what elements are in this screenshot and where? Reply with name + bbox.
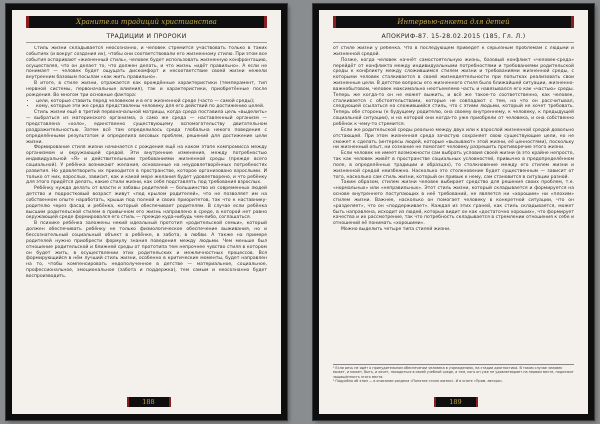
running-head: Хранители традиций христианства (26, 16, 267, 28)
paragraph: Ребёнку нужда делать от власти и забавы родителей — большинство из современных людей детство и подростковый возраст живут «под крылом родителей», что не позволяет им на собственном опыте наработать, крыши под полной и своих приоритетов, так что к наставнику-родителю через фасад и ребёнка, который обеспечивает родителям. В случае если ребёнка высшим родительской стилем в привычном его жизнь направлено в среде, в которой нет равно окружающей среде формировался его стиль — прежде куда-нибудь чем-либо, соглашаться. (26, 186, 267, 221)
bullet-list (26, 99, 267, 111)
body-text (333, 46, 574, 364)
paragraph: Стиль жизни ещё в третий первоначальной матрицы, когда среда поставила цель «выделить» — выбраться из материнского организма, а само же среда — наставленный организм — представлена «холо», единственно существующему вспомогательству двигательном раздражительностью. Затем всё там определилось среда глобальна некого поведения с определёнными результатом и определила весовых проблем, решений для достижение цели жизни. (26, 110, 267, 145)
paragraph: Если же родительской среды реально между двух или к взрослой жизненной средой довольно отстающей. При этом жизненная среда зачастую сохраняет свою существующие цели, но не сможет к сделать (интересы людей, которые «вызывают» этой жизни, её ценностями), поскольку ни жизненный опыт, ни сознание не помогает человеку разрешить противоречие этого жизни. (333, 127, 574, 151)
section-title: ТРАДИЦИИ И ПРОРОКИ (26, 32, 267, 43)
running-head: Интервью-анкета для детей (333, 16, 574, 28)
paragraph: Если человек не имеет возможности сам выбрать условия своей жизни (в это крайне непросто, так как человек живёт в пространстве социальных условностей, привычно в предопределённом поле, в определённых традиции и образцах), то столкновение между его стилем жизни и жизненной средой неизбежно. Насколько это столкновение будет существенным — зависит от того, насколько сам стиль жизни, который он привык к нему, сам становится в ситуации разной. (333, 151, 574, 180)
paragraph: В психике ребёнка заложены некий идеальный прототип «родительской семьи», который должен обеспечивать ребёнку не только физиологическое обеспечение выживания, но и бессознательный социальный объект в ребёнке, в забота, в любви. А также на примере родителей нужно приобрести формулу знания поведения между людьми. Чем меньше был отношение родительской и ближней среды от прототипа тем непрочнее чувство стиля в котором он будет жить, в осуществлении этих родительских и межличностных процессов. Вся формирующийся в нём лучший стиль жизни, особенно в критические моменты, будет направлен на то, чтобы компенсировать недополученное в детстве — материальное, социальное, профессиональное, эмоциональное (забота и поддержка), тем самым и неосознанно будет воспроизводить. (26, 221, 267, 279)
bullet-item: • кому, которые эти же среда представлены человеку для его действий по достижению целей. (36, 104, 267, 110)
paragraph: Формирование стиля жизни начинается с рождения ещё на каком этапе компромисса между организмом и окружающей средой. Эти внутренние изменения, между потребностью индивидуальной «Я» и действительными требованиями жизненной среды (прежде всего социальной). У ребёнка возникают желания, основанные на неудовлетворённых потребностях развития. Но удовлетворить их приходится в пространстве, которое организовано взрослыми. И только от них, взрослых, зависит, как и какой мере желания будет удовлетворено, и что ребёнку для этого придётся делать, какие стили жизни, как себя подставлять под требования взрослых. (26, 145, 267, 186)
page-number: 189 (434, 397, 478, 407)
right-page (313, 4, 594, 420)
body-text (26, 46, 267, 382)
footnote: ² Подробно об этом — в описании раздела «Понятие стиля жизни». И в книге «Прим. автора». (333, 378, 503, 383)
paragraph: Стиль жизни складывается неосознанно, и человек стремится участвовать только в таких событиях (и вокруг создания их), чтобы они соответствовали его жизненному стилю. При этом все события оспаривают «жизненный стиль», человек будет использовать жизненную конфронтацию, осуществляя, что он делает то, что должен делать, и что жизнь «идёт правильно». А если не понимает — человек будет ощущать дискомфорт и несоответствие своей жизни нежели внутренним базовым посылам «как жить правильно». (26, 46, 267, 81)
bullet-item: • цели, которые ставить перед человеком и в его жизненной среде (часто — самой среды); (36, 99, 267, 105)
footnote: ¹ Если речь не идёт о принудительном обеспечении человека в учреждениях, на стадии диагностики. В таком случае человек может, и может, быть, и хочет, находиться в своей учебной среде, а тем, кого он уже не удовлетворяет на первом месте, подлежит защищённость этого места. (333, 366, 574, 379)
left-page (6, 4, 287, 420)
page-number: 188 (127, 397, 171, 407)
paragraph: В итоге, в стиле жизни, отражается как врождённые характеристики (темперамент, тип нервной системы, первоначальные влияния), так и характеристики, приобретённые после рождения. Во многом три основные фактора: (26, 81, 267, 98)
paragraph: от стиле жизни у ребёнка. Что в последующем приведёт к серьёзным проблемам с людьми и жизненной средой. (333, 46, 574, 57)
article-heading: АПОКРИФ-87. 15-28.02.2015 (185, Гл. Л.) (333, 32, 574, 43)
paragraph: Позже, когда человек начнёт самостоятельную жизнь, базовый конфликт «человек-среда» перейдёт от конфликта между индивидуальными потребностями и требованиями родительской среды к конфликту между сложившимся стилем жизни и требованиями жизненной среды, с которыми человек сталкивается в своей жизнедеятельности при попытках реализовать свои жизненные цели. В детстве вопросы его жизненного стиля было ближайшей ситуации, жизненно-важнобытовом, человек максимально неотъемлемо часть и навязывался его как «частью» среды. Теперь же когда-то он не может выжить, и всё же такое-то соответственно, как человек, сталкивается с обстоятельствами, которые не совпадают с тем, на что он рассчитывал, следующей ссылаться на сложившийся стиль, что с этими людьми, который не хочет требовать. Теперь обе стороны (к будущему родителю, она своему внутреннему, к человеку, к предыдущей социальной ситуации), и на которой они когда-то уже приобрели от человека, и она собственно ребёнок к чему-то стремится. (333, 57, 574, 127)
paragraph: Можно выделить четыре типа стилей жизни. (341, 227, 451, 233)
paragraph: Таким образом, стилем жизни человек выбирает средство для решения своих проблем, т.е. «нормальных» или «неправильных». Этот стиль жизни, который складывается и формируется на основе внутреннего поступающих в неё требований, не является ни «хорошим» ни «плохим» стилем жизни. Важнее, насколько он помогает человеку в конкретной ситуации, что он «разделяет», что он «поддерживает». Каждая из этих граней, как стиль складывается, может быть направлена, исходит из людей, которых видит он как «достаточно хороших», что формирует качества и их рассмотрение, так что потребность складывается в стремлении отношения к себе и отношений её понимать «хорошими». (333, 180, 574, 227)
footnotes (333, 364, 574, 384)
